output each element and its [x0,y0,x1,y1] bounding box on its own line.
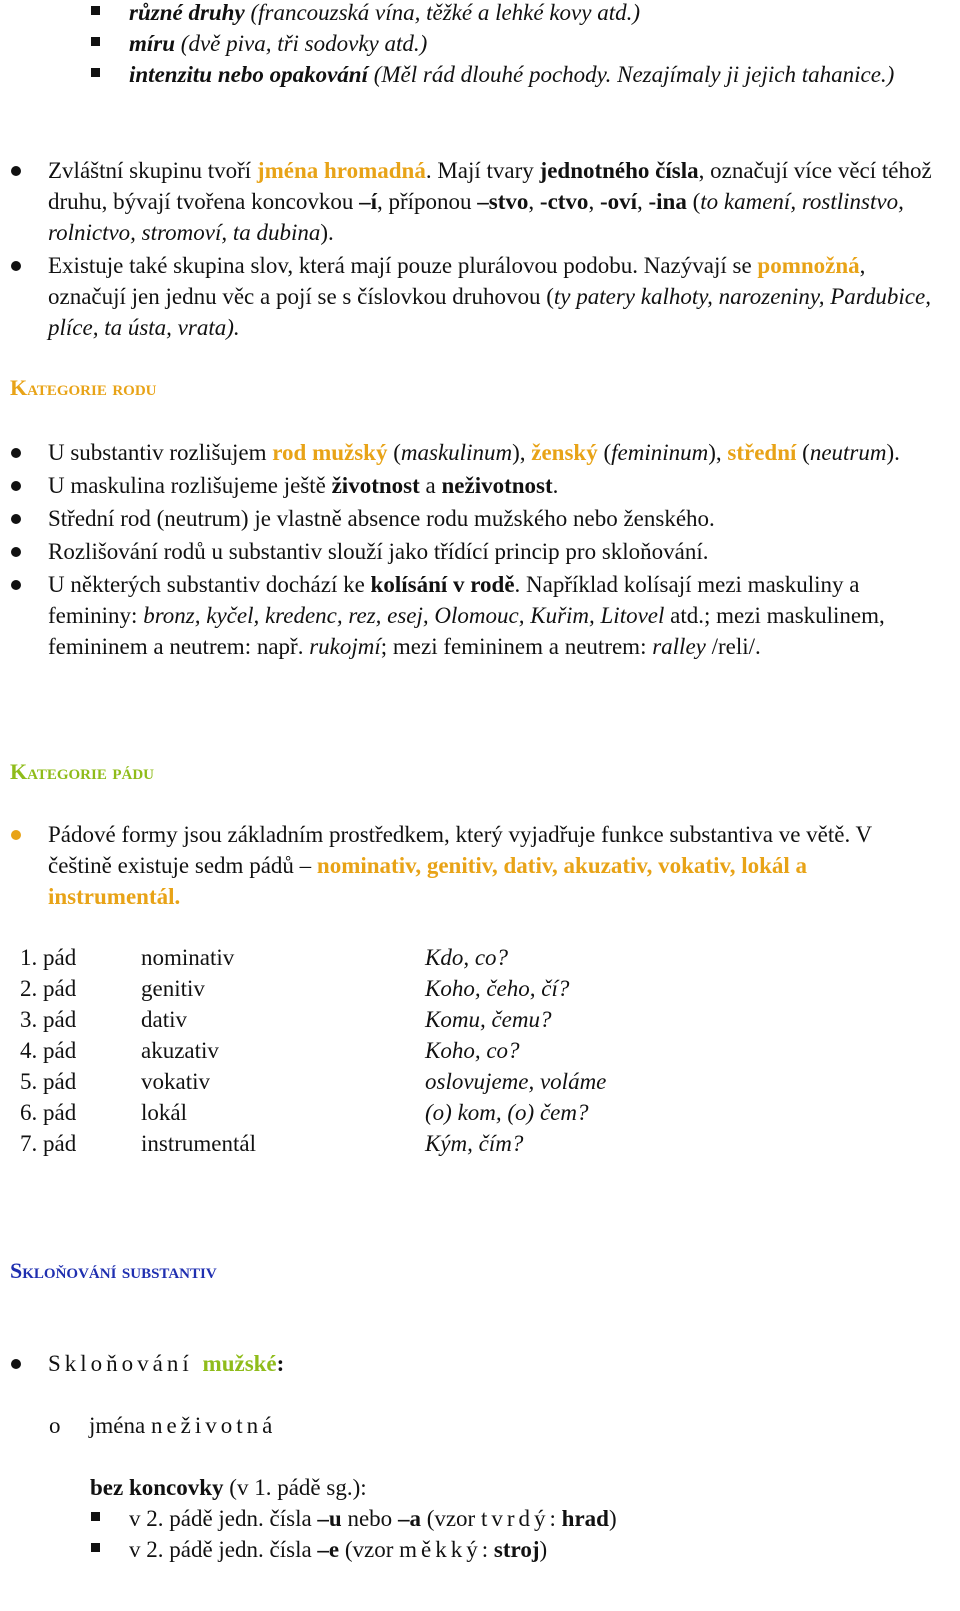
case-number: 3. pád [20,1007,77,1032]
case-question: Kým, čím? [425,1131,524,1156]
noun-types-list [8,155,938,345]
declension-sublist [49,1410,929,1441]
table-row [20,973,606,1004]
declension-list [8,1348,938,1381]
cases-table [20,942,606,1159]
heading-sklonovani-substantiv: Skloňování substantiv [10,1258,217,1283]
table-row [20,1004,606,1035]
list-item: U substantiv rozlišujem rod mužský (maskulinum), ženský (femininum), střední (neutrum). [8,437,938,468]
case-number: 4. pád [20,1038,77,1063]
case-question: oslovujeme, voláme [425,1069,607,1094]
table-row [20,1097,606,1128]
list-item-muzske: Skloňování mužské: [8,1348,938,1379]
table-row [20,1035,606,1066]
case-name: genitiv [141,976,205,1001]
case-number: 1. pád [20,945,77,970]
case-name: nominativ [141,945,235,970]
case-question: Koho, co? [425,1038,520,1063]
table-row [20,942,606,973]
case-number: 6. pád [20,1100,77,1125]
list-item: různé druhy (francouzská vína, těžké a lehké kovy atd.) [91,0,931,28]
case-question: Kdo, co? [425,945,509,970]
case-name: instrumentál [141,1131,256,1156]
list-item: v 2. pádě jedn. čísla –u nebo –a (vzor tvrdý: hrad) [91,1503,931,1534]
list-item: Střední rod (neutrum) je vlastně absence rodu mužského nebo ženského. [8,503,938,534]
meaning-list [91,0,931,90]
bez-koncovky-label: bez koncovky (v 1. pádě sg.): [90,1475,367,1500]
case-number: 7. pád [20,1131,77,1156]
heading-kategorie-rodu: Kategorie rodu [10,375,157,400]
case-question: Koho, čeho, čí? [425,976,570,1001]
case-intro-list [8,819,938,914]
case-name: lokál [141,1100,187,1125]
list-item: U některých substantiv dochází ke kolísání v rodě. Například kolísají mezi maskuliny a femininy: bronz, kyčel, kredenc, rez, esej, Olomouc, Kuřim, Litovel atd.; mezi maskulinem, femininem a neutrem: např. rukojmí; mezi femininem a neutrem: ralley /reli/. [8,569,938,662]
case-name: dativ [141,1007,187,1032]
patterns-list [91,1503,931,1565]
list-item: míru (dvě piva, tři sodovky atd.) [91,28,931,59]
heading-kategorie-padu: Kategorie pádu [10,759,155,784]
list-item: Pádové formy jsou základním prostředkem, který vyjadřuje funkce substantiva ve větě. V češtině existuje sedm pádů – nominativ, genitiv, dativ, akuzativ, vokativ, lokál a instrumentál. [8,819,938,912]
case-number: 5. pád [20,1069,77,1094]
list-item: v 2. pádě jedn. čísla –e (vzor měkký: stroj) [91,1534,931,1565]
case-name: vokativ [141,1069,210,1094]
list-item-hromadna: Zvláštní skupinu tvoří jména hromadná. Mají tvary jednotného čísla, označují více věcí téhož druhu, bývají tvořena koncovkou –í, příponou –stvo, -ctvo, -oví, -ina (to kamení, rostlinstvo, rolnictvo, stromoví, ta dubina). [8,155,938,248]
case-number: 2. pád [20,976,77,1001]
case-question: Komu, čemu? [425,1007,552,1032]
case-name: akuzativ [141,1038,219,1063]
list-item: U maskulina rozlišujeme ještě životnost a neživotnost. [8,470,938,501]
table-row [20,1066,606,1097]
table-row [20,1128,606,1159]
list-item: Rozlišování rodů u substantiv slouží jako třídící princip pro skloňování. [8,536,938,567]
gender-list [8,437,938,664]
list-item-nezivotna: o jména neživotná [49,1410,929,1441]
list-item: intenzitu nebo opakování (Měl rád dlouhé pochody. Nezajímaly ji jejich tahanice.) [91,59,931,90]
list-item-pomnozna: Existuje také skupina slov, která mají pouze plurálovou podobu. Nazývají se pomnožná, označují jen jednu věc a pojí se s číslovkou druhovou (ty patery kalhoty, narozeniny, Pardubice, plíce, ta ústa, vrata). [8,250,938,343]
case-question: (o) kom, (o) čem? [425,1100,589,1125]
